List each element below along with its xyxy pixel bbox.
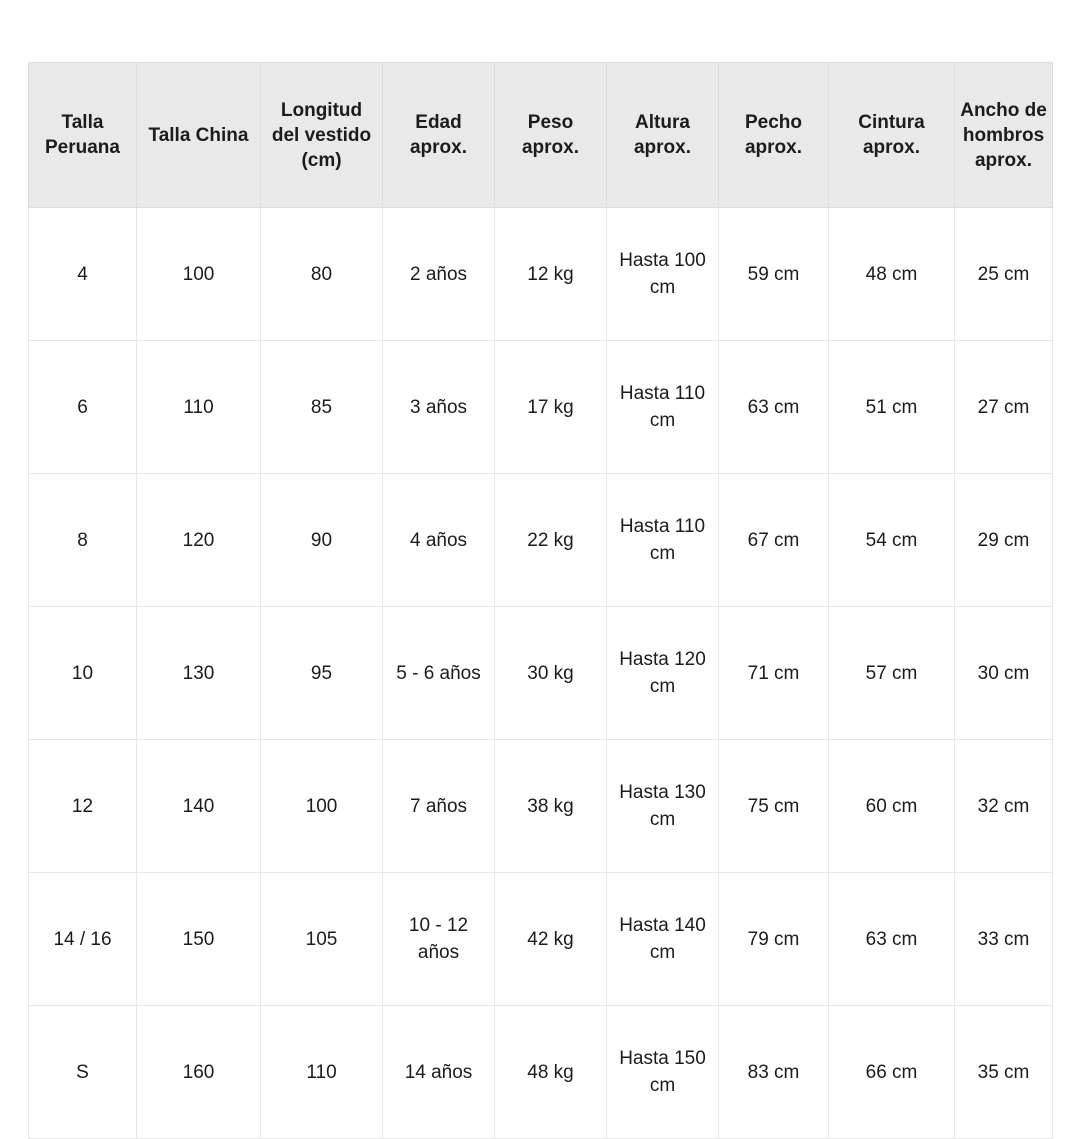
cell-pecho: 71 cm bbox=[719, 607, 829, 740]
cell-talla-peruana: 14 / 16 bbox=[29, 873, 137, 1006]
cell-altura: Hasta 100 cm bbox=[607, 208, 719, 341]
cell-longitud: 95 bbox=[261, 607, 383, 740]
size-chart-table bbox=[28, 62, 1053, 1139]
table-row bbox=[29, 341, 1053, 474]
cell-altura: Hasta 120 cm bbox=[607, 607, 719, 740]
cell-talla-china: 150 bbox=[137, 873, 261, 1006]
cell-peso: 12 kg bbox=[495, 208, 607, 341]
cell-talla-china: 130 bbox=[137, 607, 261, 740]
column-header-pecho: Pecho aprox. bbox=[719, 63, 829, 208]
cell-hombros: 29 cm bbox=[955, 474, 1053, 607]
table-row bbox=[29, 208, 1053, 341]
cell-cintura: 63 cm bbox=[829, 873, 955, 1006]
cell-pecho: 67 cm bbox=[719, 474, 829, 607]
column-header-cintura: Cintura aprox. bbox=[829, 63, 955, 208]
cell-hombros: 27 cm bbox=[955, 341, 1053, 474]
column-header-peso: Peso aprox. bbox=[495, 63, 607, 208]
cell-pecho: 63 cm bbox=[719, 341, 829, 474]
cell-talla-peruana: 8 bbox=[29, 474, 137, 607]
cell-cintura: 57 cm bbox=[829, 607, 955, 740]
cell-edad: 2 años bbox=[383, 208, 495, 341]
table-header-row bbox=[29, 63, 1053, 208]
cell-pecho: 59 cm bbox=[719, 208, 829, 341]
cell-cintura: 60 cm bbox=[829, 740, 955, 873]
cell-peso: 30 kg bbox=[495, 607, 607, 740]
cell-peso: 48 kg bbox=[495, 1006, 607, 1139]
table-row bbox=[29, 607, 1053, 740]
table-row bbox=[29, 474, 1053, 607]
column-header-altura: Altura aprox. bbox=[607, 63, 719, 208]
cell-pecho: 79 cm bbox=[719, 873, 829, 1006]
cell-edad: 4 años bbox=[383, 474, 495, 607]
cell-pecho: 75 cm bbox=[719, 740, 829, 873]
cell-talla-peruana: 4 bbox=[29, 208, 137, 341]
cell-talla-china: 160 bbox=[137, 1006, 261, 1139]
cell-hombros: 30 cm bbox=[955, 607, 1053, 740]
cell-peso: 17 kg bbox=[495, 341, 607, 474]
cell-talla-peruana: 6 bbox=[29, 341, 137, 474]
column-header-edad: Edad aprox. bbox=[383, 63, 495, 208]
cell-altura: Hasta 110 cm bbox=[607, 341, 719, 474]
cell-altura: Hasta 150 cm bbox=[607, 1006, 719, 1139]
table-body bbox=[29, 208, 1053, 1139]
cell-longitud: 105 bbox=[261, 873, 383, 1006]
cell-edad: 7 años bbox=[383, 740, 495, 873]
column-header-longitud-vestido: Longitud del vestido (cm) bbox=[261, 63, 383, 208]
cell-hombros: 33 cm bbox=[955, 873, 1053, 1006]
cell-longitud: 90 bbox=[261, 474, 383, 607]
cell-talla-china: 100 bbox=[137, 208, 261, 341]
cell-talla-peruana: S bbox=[29, 1006, 137, 1139]
cell-altura: Hasta 140 cm bbox=[607, 873, 719, 1006]
cell-altura: Hasta 130 cm bbox=[607, 740, 719, 873]
cell-longitud: 100 bbox=[261, 740, 383, 873]
size-chart-container bbox=[28, 62, 1052, 1139]
table-header bbox=[29, 63, 1053, 208]
column-header-talla-china: Talla China bbox=[137, 63, 261, 208]
cell-peso: 22 kg bbox=[495, 474, 607, 607]
column-header-talla-peruana: Talla Peruana bbox=[29, 63, 137, 208]
cell-altura: Hasta 110 cm bbox=[607, 474, 719, 607]
column-header-ancho-hombros: Ancho de hombros aprox. bbox=[955, 63, 1053, 208]
table-row bbox=[29, 1006, 1053, 1139]
cell-longitud: 110 bbox=[261, 1006, 383, 1139]
cell-talla-china: 120 bbox=[137, 474, 261, 607]
cell-hombros: 35 cm bbox=[955, 1006, 1053, 1139]
cell-hombros: 32 cm bbox=[955, 740, 1053, 873]
cell-edad: 10 - 12 años bbox=[383, 873, 495, 1006]
cell-cintura: 48 cm bbox=[829, 208, 955, 341]
cell-edad: 3 años bbox=[383, 341, 495, 474]
cell-longitud: 85 bbox=[261, 341, 383, 474]
cell-cintura: 54 cm bbox=[829, 474, 955, 607]
cell-talla-peruana: 12 bbox=[29, 740, 137, 873]
table-row bbox=[29, 873, 1053, 1006]
cell-edad: 14 años bbox=[383, 1006, 495, 1139]
cell-peso: 42 kg bbox=[495, 873, 607, 1006]
cell-pecho: 83 cm bbox=[719, 1006, 829, 1139]
cell-cintura: 51 cm bbox=[829, 341, 955, 474]
cell-hombros: 25 cm bbox=[955, 208, 1053, 341]
cell-edad: 5 - 6 años bbox=[383, 607, 495, 740]
cell-longitud: 80 bbox=[261, 208, 383, 341]
cell-talla-china: 140 bbox=[137, 740, 261, 873]
table-row bbox=[29, 740, 1053, 873]
cell-talla-peruana: 10 bbox=[29, 607, 137, 740]
cell-cintura: 66 cm bbox=[829, 1006, 955, 1139]
cell-talla-china: 110 bbox=[137, 341, 261, 474]
cell-peso: 38 kg bbox=[495, 740, 607, 873]
